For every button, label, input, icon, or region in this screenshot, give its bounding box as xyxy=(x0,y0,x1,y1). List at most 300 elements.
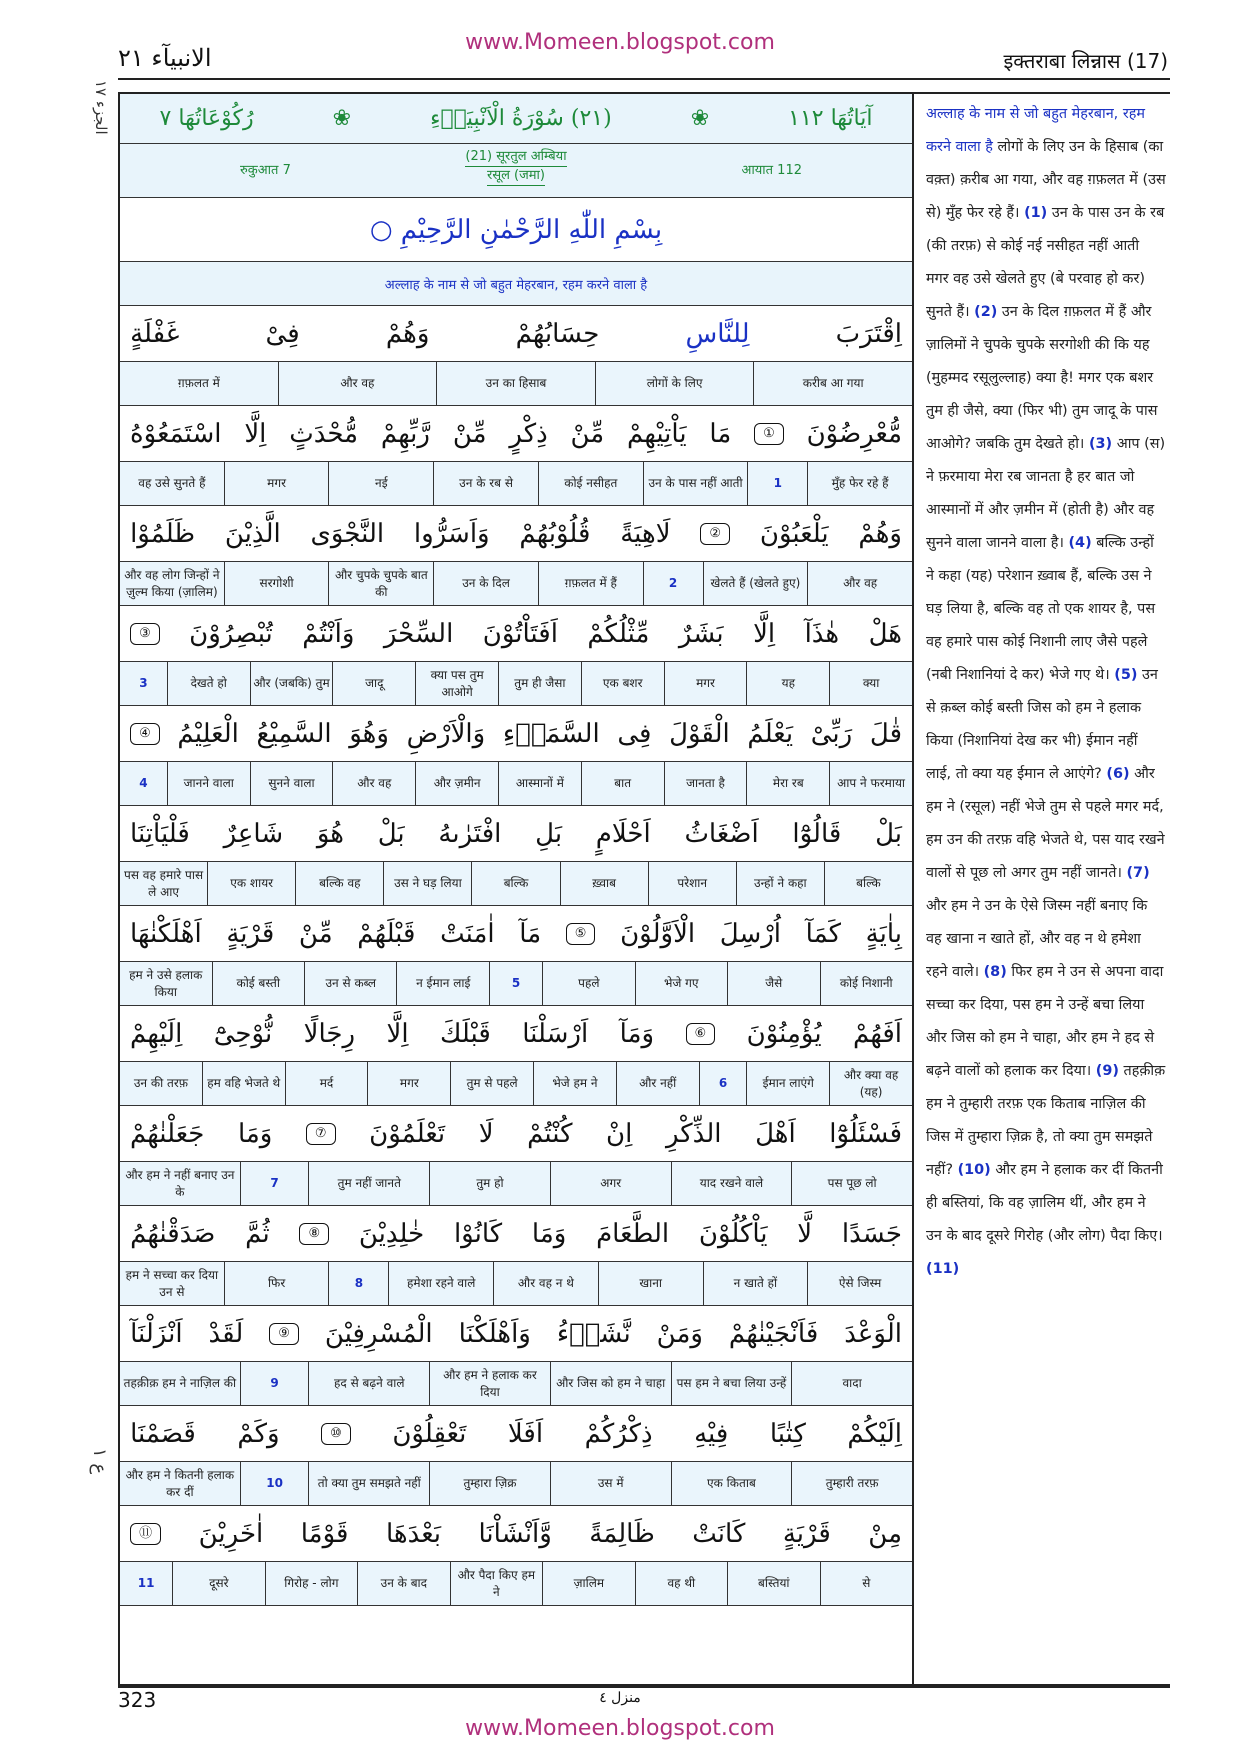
arabic-word: وَهُوَ xyxy=(349,718,389,749)
word-meaning-cell: वादा xyxy=(791,1362,912,1405)
arabic-verse-line xyxy=(120,1006,912,1062)
word-meaning-cell: मेरा रब xyxy=(746,762,829,805)
arabic-word: اَفَلَا xyxy=(507,1418,544,1449)
bismillah-arabic: بِسْمِ اللّٰهِ الرَّحْمٰنِ الرَّحِيْمِ ○ xyxy=(120,198,912,262)
arabic-word: قَالُوْٓا xyxy=(792,818,842,849)
arabic-word: وَكَمْ xyxy=(237,1418,280,1449)
word-meaning-cell: एक बशर xyxy=(581,662,664,705)
arabic-word: اِلَّا xyxy=(386,1018,409,1049)
arabic-word: اَنْزَلْنَآ xyxy=(130,1318,183,1349)
arabic-word: حِسَابُهُمْ xyxy=(515,318,600,349)
verse-number-cell: 8 xyxy=(328,1262,388,1305)
arabic-verse-line xyxy=(120,806,912,862)
word-translation-row xyxy=(120,1262,912,1306)
arabic-word: افْتَرٰىهُ xyxy=(438,818,502,849)
arabic-word: الْعَلِيْمُ xyxy=(177,718,239,749)
arabic-word: اَفَهُمْ xyxy=(853,1018,902,1049)
verse-number: (10) xyxy=(957,1162,991,1178)
word-meaning-cell: गिरोह - लोग xyxy=(265,1562,357,1605)
verse-number: (4) xyxy=(1068,535,1092,551)
verse-number-cell: 9 xyxy=(240,1362,309,1405)
ayah-number-marker: ⑦ xyxy=(306,1123,336,1145)
arabic-word: وَهُمْ xyxy=(858,518,902,549)
surah-name-arabic: (٢١) سُوْرَةُ الْاَنْبِيَاۤءِ xyxy=(430,106,612,131)
word-meaning-cell: उन के पास नहीं आती xyxy=(643,462,748,505)
juz-marker: الجزء ١٧ xyxy=(92,80,110,135)
arabic-word: هَلْ xyxy=(868,618,902,649)
word-translation-row xyxy=(120,362,912,406)
ayat-count-hindi: आयात 112 xyxy=(741,163,802,178)
arabic-word: وَّاَنْشَاْنَا xyxy=(478,1518,552,1549)
word-meaning-cell: नई xyxy=(328,462,433,505)
word-meaning-cell: जानता है xyxy=(664,762,747,805)
arabic-word: ثُمَّ xyxy=(245,1218,270,1249)
arabic-word: بَلْ xyxy=(377,818,405,849)
word-meaning-cell: उन की तरफ़ xyxy=(133,1076,189,1090)
word-meaning-cell: से xyxy=(820,1562,912,1605)
word-meaning-cell: और वह xyxy=(807,562,912,605)
word-translation-row xyxy=(120,1162,912,1206)
arabic-word: ذِكْرُكُمْ xyxy=(584,1418,653,1449)
footer-rule xyxy=(118,1686,1170,1688)
word-meaning-cell: जैसे xyxy=(727,962,819,1005)
word-meaning-cell: यह xyxy=(746,662,829,705)
word-meaning-cell: भेजे हम ने xyxy=(533,1062,616,1105)
word-meaning-cell: मगर xyxy=(664,662,747,705)
word-meaning-cell: मगर xyxy=(224,462,329,505)
word-translation-row xyxy=(120,1362,912,1406)
word-meaning-cell: देखते हो xyxy=(167,662,250,705)
word-meaning-cell: वह उसे सुनते हैं xyxy=(138,476,206,490)
ayah-number-marker: ⑨ xyxy=(269,1323,299,1345)
arabic-word: فَلْيَاْتِنَا xyxy=(130,818,190,849)
arabic-word: مِّنْ xyxy=(298,918,333,949)
arabic-word: لَّا xyxy=(797,1218,813,1249)
word-meaning-cell: एक किताब xyxy=(671,1462,792,1505)
word-translation-row xyxy=(120,1562,912,1606)
translation-text: अल्लाह के नाम से जो बहुत मेहरबान, रहम करने वाला है xyxy=(926,106,1145,155)
verse-number: (5) xyxy=(1114,667,1138,683)
word-meaning-cell: जादू xyxy=(332,662,415,705)
flower-icon: ❀ xyxy=(690,106,710,131)
arabic-word: فِی xyxy=(617,718,652,749)
arabic-word: لَاهِيَةً xyxy=(620,518,671,549)
arabic-word: النَّجْوَى xyxy=(310,518,385,549)
arabic-word: بَعْدَهَا xyxy=(385,1518,442,1549)
arabic-word: اٰخَرِيْنَ xyxy=(198,1518,264,1549)
arabic-word: تُبْصِرُوْنَ xyxy=(189,618,273,649)
word-meaning-cell: कोई निशानी xyxy=(820,962,912,1005)
word-meaning-cell: खेलते हैं (खेलते हुए) xyxy=(703,562,808,605)
word-meaning-cell: ग़फ़लत में हैं xyxy=(538,562,643,605)
word-translation-row xyxy=(120,1462,912,1506)
arabic-verse-line xyxy=(120,706,912,762)
arabic-word: اِلَيْهِمْ xyxy=(130,1018,183,1049)
word-meaning-cell: बात xyxy=(581,762,664,805)
word-meaning-cell: बस्तियां xyxy=(727,1562,819,1605)
translation-text: आप (स) ने फ़रमाया मेरा रब जानता है हर बात जो आस्मानों में और ज़मीन में (होती है) और वह सुनने वाला जानने वाला है। xyxy=(926,436,1166,551)
arabic-word: اَضْغَاثُ xyxy=(684,818,759,849)
word-translation-row xyxy=(120,862,912,906)
verse-number-cell: 7 xyxy=(240,1162,309,1205)
arabic-word: فَسْئَلُوْٓا xyxy=(829,1118,902,1149)
verse-number-cell: 3 xyxy=(139,676,148,690)
arabic-word: اَحْلَامٍ xyxy=(595,818,651,849)
word-meaning-cell: आस्मानों में xyxy=(498,762,581,805)
word-translation-row xyxy=(120,662,912,706)
arabic-word: مَآ xyxy=(519,918,542,949)
verse-number: (6) xyxy=(1106,766,1130,782)
arabic-word: مَا xyxy=(709,418,732,449)
arabic-word: شَاعِرٌ xyxy=(223,818,284,849)
arabic-word: وَالْاَرْضِ xyxy=(406,718,486,749)
word-meaning-cell: उन का हिसाब xyxy=(436,362,595,405)
word-meaning-cell: फिर xyxy=(224,1262,329,1305)
arabic-word: رَّبِّهِمْ xyxy=(380,418,430,449)
arabic-word: مُّعْرِضُوْنَ xyxy=(806,418,902,449)
word-meaning-cell: ऐसे जिस्म xyxy=(807,1262,912,1305)
arabic-word: نُّوْحِیْٓ xyxy=(213,1018,273,1049)
word-meaning-cell: और वह xyxy=(278,362,437,405)
word-meaning-cell: मगर xyxy=(367,1062,450,1105)
arabic-word: تَعْلَمُوْنَ xyxy=(369,1118,446,1149)
arabic-word: بَشَرٌ xyxy=(678,618,724,649)
ayah-number-marker: ⑧ xyxy=(299,1223,329,1245)
word-meaning-cell: और वह न थे xyxy=(493,1262,598,1305)
word-meaning-cell: याद रखने वाले xyxy=(671,1162,792,1205)
arabic-word: لَا xyxy=(478,1118,494,1149)
arabic-word: كَمَآ xyxy=(805,918,842,949)
arabic-word: قَبْلَهُمْ xyxy=(357,918,416,949)
arabic-word: صَدَقْنٰهُمُ xyxy=(130,1218,216,1249)
arabic-word: يَلْعَبُوْنَ xyxy=(759,518,829,549)
arabic-word: اَفَتَاْتُوْنَ xyxy=(482,618,558,649)
word-meaning-cell: तुम ही जैसा xyxy=(498,662,581,705)
ruku-count-hindi: रुकुआत 7 xyxy=(240,163,291,178)
arabic-word: كُنْتُمْ xyxy=(527,1118,573,1149)
arabic-word: الْوَعْدَ xyxy=(844,1318,902,1349)
arabic-word: اَهْلَ xyxy=(755,1118,796,1149)
word-meaning-cell: उन्हों ने कहा xyxy=(736,862,824,905)
arabic-word: ذِكْرٍ xyxy=(509,418,548,449)
ayah-number-marker: ① xyxy=(754,423,784,445)
verse-number-cell: 10 xyxy=(240,1462,309,1505)
arabic-verse-line xyxy=(120,906,912,962)
arabic-word: وَمَا xyxy=(237,1118,273,1149)
word-meaning-cell: और जिस को हम ने चाहा xyxy=(550,1362,671,1405)
site-url-top[interactable]: www.Momeen.blogspot.com xyxy=(465,30,775,55)
arabic-word: يَاْكُلُوْنَ xyxy=(698,1218,768,1249)
arabic-verse-line xyxy=(120,1106,912,1162)
arabic-word: غَفْلَةٍ xyxy=(130,318,180,349)
word-translation-row xyxy=(120,462,912,506)
ayah-number-marker: ⑪ xyxy=(130,1523,161,1545)
word-meaning-cell: और नहीं xyxy=(616,1062,699,1105)
arabic-word: الذِّكْرِ xyxy=(665,1118,722,1149)
word-meaning-cell: दूसरे xyxy=(172,1562,264,1605)
arabic-word: قٰلَ xyxy=(869,718,902,749)
word-meaning-cell: उस में xyxy=(550,1462,671,1505)
word-translation-row xyxy=(120,762,912,806)
word-meaning-cell: न ईमान लाई xyxy=(396,962,488,1005)
verse-number: (1) xyxy=(1024,205,1048,221)
word-meaning-cell: तुम से पहले xyxy=(450,1062,533,1105)
arabic-word: الَّذِيْنَ xyxy=(224,518,281,549)
word-meaning-cell: ज़ालिम xyxy=(542,1562,634,1605)
surah-meaning-line: रसूल (जमा) xyxy=(487,167,545,186)
word-meaning-cell: तुम नहीं जानते xyxy=(308,1162,429,1205)
translation-text: बल्कि उन्हों ने कहा (यह) परेशान ख़्वाब हैं, बल्कि उस ने घड़ लिया है, बल्कि वह तो एक शायर है, पस वह हमारे पास कोई निशानी लाए जैसे पहले (नबी निशानियां दे कर) भेजे गए थे। xyxy=(926,535,1156,683)
translation-text: उन के दिल ग़फ़लत में हैं और ज़ालिमों ने चुपके चुपके सरगोशी की कि यह (मुहम्मद रसूलुल्लाह) क्या है! मगर एक बशर तुम ही जैसे, क्या (फिर भी) तुम जादू के पास आओगे? जबकि तुम देखते हो। xyxy=(926,304,1158,452)
word-meaning-cell: बल्कि xyxy=(824,862,912,905)
verse-number-cell: 5 xyxy=(489,962,542,1005)
word-meaning-cell: और हम ने हलाक कर दिया xyxy=(429,1362,550,1405)
arabic-word: هٰذَآ xyxy=(804,618,840,649)
arabic-word: رِجَالًا xyxy=(303,1018,356,1049)
arabic-word: بَلْ xyxy=(875,818,902,849)
verse-number: (11) xyxy=(926,1261,960,1277)
arabic-word: السِّحْرَ xyxy=(383,618,454,649)
arabic-word: لِلنَّاسِ xyxy=(685,318,750,349)
word-meaning-cell: पस वह हमारे पास ले आए xyxy=(124,867,204,899)
ayah-number-marker: ⑩ xyxy=(321,1423,351,1445)
arabic-word: قَبْلَكَ xyxy=(440,1018,491,1049)
arabic-word: اِلَّا xyxy=(244,418,267,449)
arabic-word: وَمَآ xyxy=(619,1018,655,1049)
word-meaning-cell: पस हम ने बचा लिया उन्हें xyxy=(671,1362,792,1405)
arabic-word: وَاَنْتُمْ xyxy=(302,618,355,649)
arabic-word: مِّنْ xyxy=(452,418,487,449)
arabic-verse-line xyxy=(120,1306,912,1362)
translation-text: और हम ने (रसूल) नहीं भेजे तुम से पहले मगर मर्द, हम उन की तरफ़ वहि भेजते थे, पस याद रखने वालों से पूछ लो अगर तुम नहीं जानते। xyxy=(926,766,1165,881)
arabic-word: الْقَوْلَ xyxy=(669,718,730,749)
arabic-word: اُرْسِلَ xyxy=(719,918,782,949)
arabic-word: ظَلَمُوْا xyxy=(130,518,196,549)
arabic-word: قَصَمْنَا xyxy=(130,1418,196,1449)
word-meaning-cell: क्या xyxy=(829,662,912,705)
ayaat-count-arabic: آيَاتُهَا ١١٢ xyxy=(788,106,873,131)
arabic-word: قَوْمًا xyxy=(300,1518,349,1549)
word-meaning-cell: परेशान xyxy=(648,862,736,905)
arabic-word: يَعْلَمُ xyxy=(747,718,794,749)
arabic-word: فِيْهِ xyxy=(694,1418,729,1449)
arabic-word: جَعَلْنٰهُمْ xyxy=(130,1118,205,1149)
word-meaning-cell: उन से कब्ल xyxy=(304,962,396,1005)
word-meaning-cell: और चुपके चुपके बात की xyxy=(328,562,433,605)
translation-text: तहक़ीक़ हम ने तुम्हारी तरफ़ एक किताब नाज़िल की जिस में तुम्हारा ज़िक्र है, तो क्या तुम समझते नहीं? xyxy=(926,1063,1166,1178)
arabic-word: اسْتَمَعُوْهُ xyxy=(130,418,222,449)
word-meaning-cell: हमेशा रहने वाले xyxy=(388,1262,493,1305)
arabic-word: رَبِّیْ xyxy=(810,718,853,749)
arabic-word: وَاَسَرُّوا xyxy=(413,518,490,549)
arabic-word: مِنْ xyxy=(868,1518,902,1549)
verse-number-cell: 2 xyxy=(643,562,703,605)
word-meaning-cell: जानने वाला xyxy=(167,762,250,805)
word-meaning-cell: सरगोशी xyxy=(224,562,329,605)
arabic-word: اِنْ xyxy=(606,1118,633,1149)
header-rule xyxy=(118,78,1170,80)
arabic-word: اَرْسَلْنَا xyxy=(522,1018,589,1049)
word-meaning-cell: कोई बस्ती xyxy=(212,962,304,1005)
surah-info-band xyxy=(120,144,912,198)
word-meaning-cell: तुम हो xyxy=(429,1162,550,1205)
word-meaning-cell: तुम्हारी तरफ़ xyxy=(791,1462,912,1505)
arabic-verse-line xyxy=(120,406,912,462)
word-meaning-cell: और वह xyxy=(332,762,415,805)
arabic-word: مِّثْلُكُمْ xyxy=(587,618,650,649)
word-meaning-cell: एक शायर xyxy=(207,862,295,905)
word-meaning-cell: ख़्वाब xyxy=(560,862,648,905)
ayah-number-marker: ③ xyxy=(130,623,160,645)
word-meaning-cell: मुँह फेर रहे हैं xyxy=(807,462,912,505)
arabic-word: هُوَ xyxy=(316,818,345,849)
word-meaning-cell: हम ने उसे हलाक किया xyxy=(129,967,203,999)
arabic-word: تَعْقِلُوْنَ xyxy=(392,1418,467,1449)
arabic-word: قُلُوْبُهُمْ xyxy=(519,518,591,549)
arabic-word: قَرْيَةٍ xyxy=(226,918,275,949)
arabic-word: وَمَنْ xyxy=(656,1318,703,1349)
word-meaning-cell: कोई नसीहत xyxy=(538,462,643,505)
translation-text: फिर हम ने उन से अपना वादा सच्चा कर दिया, पस हम ने उन्हें बचा लिया और जिस को हम ने चाहा, और हम ने हद से बढ़ने वालों को हलाक कर दिया। xyxy=(926,964,1164,1079)
bismillah-translation: अल्लाह के नाम से जो बहुत मेहरबान, रहम करने वाला है xyxy=(120,262,912,306)
word-meaning-cell: और हम ने कितनी हलाक कर दीं xyxy=(125,1467,235,1499)
arabic-word: اِلَيْكُمْ xyxy=(847,1418,902,1449)
ayah-number-marker: ⑤ xyxy=(566,923,596,945)
arabic-verse-line xyxy=(120,306,912,362)
arabic-word: اِقْتَرَبَ xyxy=(835,318,902,349)
manzil-marker: منزل ٤ xyxy=(599,1690,641,1706)
verse-number: (2) xyxy=(974,304,998,320)
word-meaning-cell: पस पूछ लो xyxy=(791,1162,912,1205)
arabic-word: قَرْيَةٍ xyxy=(782,1518,831,1549)
translation-text: उन के पास उन के रब (की तरफ़) से कोई नई नसीहत नहीं आती मगर वह उसे खेलते हुए (बे परवाह हो कर) सुनते हैं। xyxy=(926,205,1165,320)
word-meaning-cell: वह थी xyxy=(635,1562,727,1605)
arabic-verse-line xyxy=(120,606,912,662)
word-meaning-cell: बल्कि xyxy=(471,862,559,905)
word-meaning-cell: और ज़मीन xyxy=(415,762,498,805)
verse-number: (3) xyxy=(1088,436,1113,452)
surah-name-line: (21) सूरतुल अम्बिया xyxy=(465,148,566,167)
word-meaning-cell: तहक़ीक़ हम ने नाज़िल की xyxy=(123,1376,237,1390)
arabic-word: وَمَا xyxy=(531,1218,567,1249)
arabic-word: بَلِ xyxy=(535,818,563,849)
word-translation-row xyxy=(120,1062,912,1106)
arabic-word: الطَّعَامَ xyxy=(596,1218,670,1249)
verse-number: (9) xyxy=(1095,1063,1119,1079)
word-translation-row xyxy=(120,962,912,1006)
word-meaning-cell: पहले xyxy=(542,962,634,1005)
word-meaning-cell: उन के रब से xyxy=(433,462,538,505)
arabic-word: فِیْ xyxy=(265,318,300,349)
arabic-word: كَانَتْ xyxy=(692,1518,746,1549)
translation-text: लोगों के लिए उन के हिसाब (का वक़्त) क़रीब आ गया, और वह ग़फ़लत में (उस से) मुँह फेर रहे हैं। xyxy=(926,139,1166,221)
ayah-number-marker: ⑥ xyxy=(686,1023,716,1045)
arabic-word: السَّمِيْعُ xyxy=(256,718,332,749)
translation-text: उन से क़ब्ल कोई बस्ती जिस को हम ने हलाक किया (निशानियां देख कर भी) ईमान नहीं लाई, तो क्या यह ईमान ले आएंगे? xyxy=(926,667,1158,782)
verse-number-cell: 6 xyxy=(699,1062,747,1105)
word-meaning-cell: और (जबकि) तुम xyxy=(250,662,333,705)
word-meaning-cell: न खाते हों xyxy=(703,1262,808,1305)
para-header-hindi: इक्तराबा लिन्नास (17) xyxy=(1003,49,1168,73)
word-meaning-cell: और वह लोग जिन्हों ने ज़ुल्म किया (ज़ालिम) xyxy=(124,567,220,599)
page-number: 323 xyxy=(118,1688,157,1712)
word-meaning-cell: और पैदा किए हम ने xyxy=(450,1562,542,1605)
word-meaning-cell: और हम ने नहीं बनाए उन के xyxy=(125,1167,235,1199)
arabic-word: وَهُمْ xyxy=(385,318,430,349)
word-translation-row xyxy=(120,562,912,606)
translation-text: और हम ने हलाक कर दीं कितनी ही बस्तियां, कि वह ज़ालिम थीं, और हम ने उन के बाद दूसरे गिरोह (और लोग) पैदा किए। xyxy=(926,1162,1163,1244)
arabic-verse-line xyxy=(120,1406,912,1462)
word-meaning-cell: बल्कि वह xyxy=(295,862,383,905)
verse-number-cell: 4 xyxy=(139,776,148,790)
word-meaning-cell: और क्या वह (यह) xyxy=(829,1062,912,1105)
word-meaning-cell: सुनने वाला xyxy=(250,762,333,805)
arabic-word: وَاَهْلَكْنَا xyxy=(458,1318,531,1349)
arabic-word: مُّحْدَثٍ xyxy=(289,418,359,449)
arabic-word: يَاْتِيْهِمْ xyxy=(627,418,687,449)
arabic-word: كَانُوْا xyxy=(453,1218,503,1249)
word-meaning-cell: तुम्हारा ज़िक्र xyxy=(429,1462,550,1505)
word-meaning-cell: हद से बढ़ने वाले xyxy=(308,1362,429,1405)
arabic-word: فَاَنْجَيْنٰهُمْ xyxy=(728,1318,819,1349)
word-meaning-cell: खाना xyxy=(598,1262,703,1305)
ruku-marker: ع ١ xyxy=(89,1448,110,1475)
arabic-word: ظَالِمَةً xyxy=(589,1518,655,1549)
verse-number-cell: 11 xyxy=(137,1576,155,1590)
ruku-count-arabic: رُكُوْعَاتُهَا ٧ xyxy=(159,106,254,131)
word-meaning-cell: ईमान लाएंगे xyxy=(746,1062,829,1105)
verse-number: (7) xyxy=(1126,865,1150,881)
word-meaning-cell: भेजे गए xyxy=(635,962,727,1005)
arabic-word: بِاٰيَةٍ xyxy=(865,918,902,949)
word-meaning-cell: हम ने सच्चा कर दिया उन से xyxy=(125,1267,219,1299)
arabic-verse-line xyxy=(120,1506,912,1562)
arabic-verse-line xyxy=(120,1206,912,1262)
word-meaning-cell: मर्द xyxy=(285,1062,368,1105)
word-meaning-cell: क्या पस तुम आओगे xyxy=(415,662,498,705)
arabic-word: يُؤْمِنُوْنَ xyxy=(746,1018,822,1049)
word-meaning-cell: करीब आ गया xyxy=(753,362,912,405)
ayah-number-marker: ④ xyxy=(130,723,160,745)
ayah-number-marker: ② xyxy=(700,523,730,545)
word-meaning-cell: हम वहि भेजते थे xyxy=(202,1062,285,1105)
arabic-word: الْمُسْرِفِيْنَ xyxy=(324,1318,433,1349)
translation-text: और हम ने उन के ऐसे जिस्म नहीं बनाए कि वह खाना न खाते हों, और वह न थे हमेशा रहने वाले। xyxy=(926,898,1148,980)
verse-number-cell: 1 xyxy=(747,462,807,505)
flower-icon: ❀ xyxy=(332,106,352,131)
arabic-word: الْاَوَّلُوْنَ xyxy=(620,918,696,949)
word-meaning-cell: लोगों के लिए xyxy=(595,362,754,405)
surah-name-hindi xyxy=(120,148,912,186)
side-translation-panel xyxy=(914,92,1170,1686)
word-meaning-cell: तो क्या तुम समझते नहीं xyxy=(308,1462,429,1505)
site-url-bottom[interactable]: www.Momeen.blogspot.com xyxy=(465,1716,775,1741)
arabic-word: نَّشَاۤءُ xyxy=(556,1318,631,1349)
surah-title-band xyxy=(120,94,912,144)
arabic-word: جَسَدًا xyxy=(841,1218,902,1249)
verse-number: (8) xyxy=(983,964,1007,980)
main-text-panel xyxy=(118,92,914,1686)
arabic-word: اَهْلَكْنٰهَا xyxy=(130,918,202,949)
word-meaning-cell: ग़फ़लत में xyxy=(177,376,220,390)
arabic-word: كِتٰبًا xyxy=(769,1418,806,1449)
word-meaning-cell: उन के दिल xyxy=(433,562,538,605)
word-meaning-cell: उन के बाद xyxy=(357,1562,449,1605)
arabic-word: لَقَدْ xyxy=(208,1318,244,1349)
surah-header-arabic: الانبیآء ۲۱ xyxy=(118,44,212,72)
arabic-word: السَّمَاۤءِ xyxy=(502,718,600,749)
arabic-word: اٰمَنَتْ xyxy=(440,918,495,949)
